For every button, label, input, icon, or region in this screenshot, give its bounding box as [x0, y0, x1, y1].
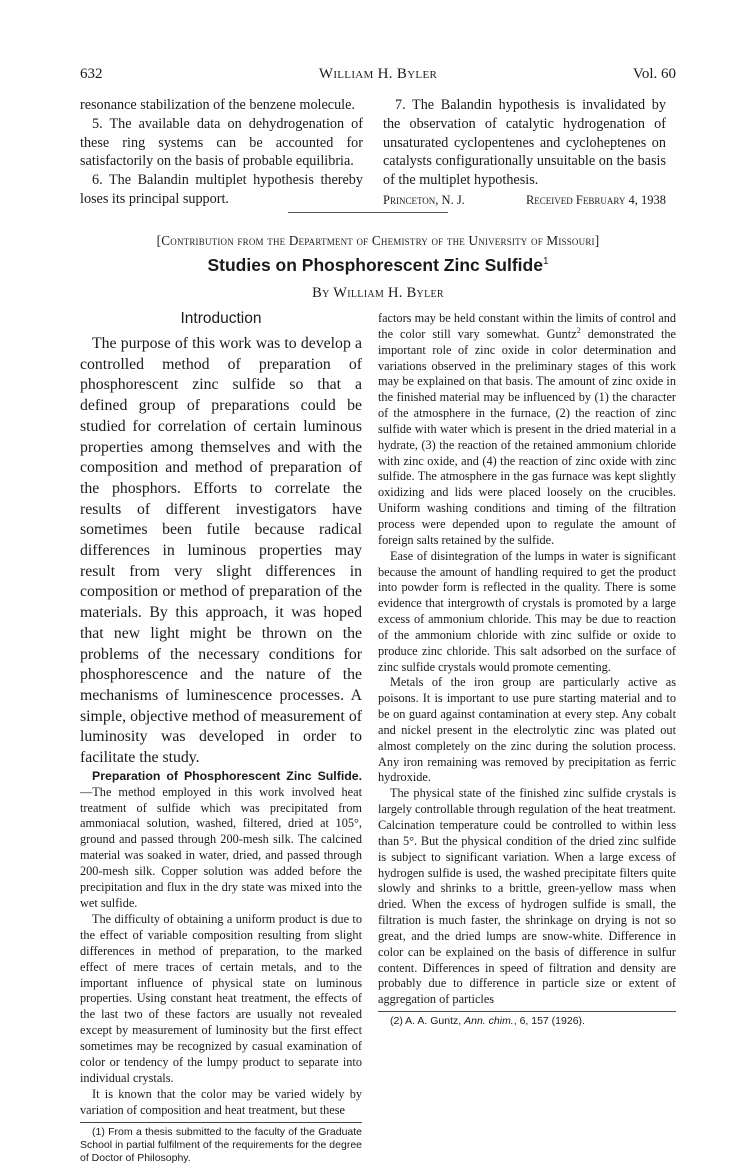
title-text: Studies on Phosphorescent Zinc Sulfide	[207, 255, 543, 275]
volume-label: Vol. 60	[632, 66, 676, 82]
location: Princeton, N. J.	[383, 192, 465, 207]
footnote-2-author: (2) A. A. Guntz,	[390, 1015, 465, 1028]
conclusion-item-5: 5. The available data on dehydrogenation of these ring systems can be accounted for satisfactorily on the basis of probable equilibria.	[80, 115, 363, 170]
left-body-column	[80, 310, 362, 1165]
byline: By William H. Byler	[312, 285, 444, 301]
footnote-rule-right	[378, 1011, 676, 1012]
color-paragraph: It is known that the color may be varied widely by variation of composition and heat treatment, but these	[80, 1086, 362, 1117]
preparation-run-in-heading: Preparation of Phosphorescent Zinc Sulfide.	[92, 768, 362, 783]
footnote-rule	[80, 1122, 362, 1123]
conclusion-left-column	[80, 96, 363, 209]
footnote-2-journal: Ann. chim.	[464, 1015, 514, 1028]
running-header	[80, 66, 676, 86]
received-line	[383, 191, 666, 210]
contribution-line: [Contribution from the Department of Chemistry of the University of Missouri]	[156, 233, 600, 248]
received-date: Received February 4, 1938	[525, 192, 666, 207]
guntz-paragraph	[378, 311, 676, 549]
footnote-ref-2: 2	[576, 325, 581, 335]
footnote-2-citation: , 6, 157 (1926).	[513, 1015, 585, 1028]
conclusion-item-6: 6. The Balandin multiplet hypothesis thereby loses its principal support.	[80, 172, 363, 207]
iron-group-paragraph: Metals of the iron group are particularly active as poisons. It is important to use pure starting material and to be on guard against contamination at every step. Any cobalt and nickel present in the electrolytic zinc was plated out almost completely on the zinc during the solution process. Any iron remaining was removed by precipitation as ferric hydroxide.	[378, 675, 676, 785]
disintegration-paragraph: Ease of disintegration of the lumps in water is significant because the amount of handling required to get the product into powder form is reflected in the quality. There is some evidence that intergrowth of crystals is promoted by a large excess of ammonium chloride. This may be due to reaction of the ammonium chloride with zinc sulfide or oxide to produce zinc chloride. This salt adsorbed on the surface of zinc sulfide crystals would promote cementing.	[378, 548, 676, 674]
conclusion-paragraph: resonance stabilization of the benzene molecule.	[80, 97, 355, 113]
guntz-text-b: demonstrated the important role of zinc oxide in color determination and variations observed in the preliminary stages of this work may be explained on that basis. The amount of zinc oxide in the finished material may be influenced by (1) the character of the atmosphere in the furnace, (2) the reaction of zinc sulfide with water which is present in the dried material in a hydrate, (3) the reaction of the retained ammonium chloride with zinc oxide, and (4) the reaction of zinc oxide with zinc sulfide. The atmosphere in the gas furnace was kept slightly oxidizing and lids were placed loosely on the crucibles. Uniform washing conditions and timing of the filtration process were depended upon to regulate the amount of foreign salts retained by the sulfide.	[378, 326, 676, 547]
conclusion-right-column	[383, 96, 666, 210]
introduction-paragraph: The purpose of this work was to develop a controlled method of preparation of phosphorescent zinc sulfide so that a defined group of preparations could be studied for correlation of certain luminous properties among themselves and with the composition and method of preparation of the phosphors. Efforts to correlate the results of different investigators have sometimes been futile because radical differences in luminous properties may result from very slight differences in composition or method of preparation of the materials. By this approach, it was hoped that new light might be thrown on the problems of the necessary conditions for phosphorescence and the nature of the mechanisms of luminescence processes. A simple, objective method of measurement of luminosity was developed in order to facilitate the study.	[80, 335, 362, 767]
right-body-column	[378, 311, 676, 1028]
preparation-paragraph	[80, 769, 362, 912]
footnote-1: (1) From a thesis submitted to the faculty of the Graduate School in partial fulfilment of the requirements for the degree of Doctor of Philosophy.	[80, 1125, 362, 1164]
article-title	[80, 255, 676, 276]
introduction-heading: Introduction	[180, 310, 262, 327]
physical-state-paragraph: The physical state of the finished zinc sulfide crystals is largely controllable through regulation of the heat treatment. Calcination temperature could be controlled to within less than 5°. But the physical condition of the dried zinc sulfide is subject to significant variation. When a large excess of hydrogen sulfide is used, the washed precipitate filters quite slowly and shrinks to a brittle, green-yellow mass when dried. When the excess of hydrogen sulfide is small, the filtration is much faster, the shrinkage on drying is not so great, and the dried lumps are snow-white. Difference in color can be explained on the basis of difference in sulfur content. Differences in speed of filtration and density are probably due to difference in particle size or extent of aggregation of particles	[378, 786, 676, 1007]
header-author: William H. Byler	[318, 66, 438, 82]
page-number: 632	[80, 66, 103, 82]
guntz-text-a: factors may be held constant within the limits of control and the color still vary somewhat. Guntz	[378, 311, 676, 341]
conclusion-item-7: 7. The Balandin hypothesis is invalidated by the observation of catalytic hydrogenation of unsaturated cyclopentenes and cycloheptenes on catalysts configurationally unsuitable on the basis of the multiplet hypothesis.	[383, 97, 666, 189]
preparation-text: —The method employed in this work involved heat treatment of sulfide which was precipitated from ammoniacal solution, washed, filtered, dried at 105°, ground and passed through 200-mesh silk. The calcined material was soaked in water, dried, and passed through 200-mesh silk. Copper solution was added before the precipitation and flux in the dry state was mixed into the wet sulfide.	[80, 784, 362, 911]
difficulty-paragraph: The difficulty of obtaining a uniform product is due to the effect of variable composition resulting from slight differences in method of preparation, to the marked effect of mere traces of certain metals, and to the important influence of physical state on luminous properties. Using constant heat treatment, the effects of the last two of these factors are usually not revealed except by measurement of luminosity but the first effect sometimes may be recognized by casual examination of color or tendency of the lumpy product to separate into individual crystals.	[80, 911, 362, 1085]
section-divider	[288, 212, 448, 213]
title-footnote-mark: 1	[542, 256, 549, 268]
footnote-2	[378, 1015, 676, 1028]
